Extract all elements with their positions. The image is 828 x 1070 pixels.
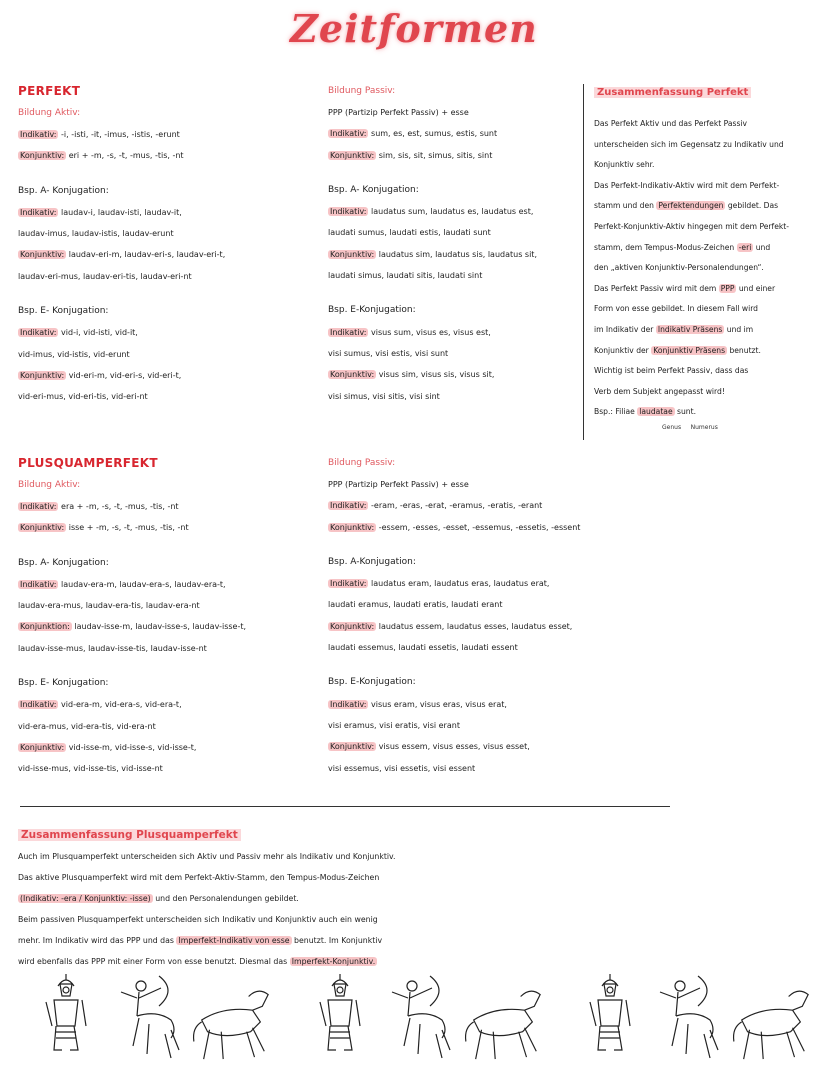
perfekt-passiv-a-ind-2: laudati sumus, laudati estis, laudati sunt bbox=[328, 228, 491, 238]
perfekt-ppp: PPP (Partizip Perfekt Passiv) + esse bbox=[328, 108, 469, 117]
plusquam-passiv-konj: Konjunktiv: -essem, -esses, -esset, -essemus, -essetis, -essent bbox=[330, 522, 581, 532]
plusquam-passiv-e-title: Bsp. E-Konjugation: bbox=[328, 677, 416, 688]
perfekt-passiv-e-ind-2: visi sumus, visi estis, visi sunt bbox=[328, 348, 449, 358]
summary-perfekt-example: Bsp.: Filiae laudatae sunt. bbox=[594, 407, 697, 417]
plusquam-passiv-a-title: Bsp. A-Konjugation: bbox=[328, 556, 416, 567]
horizontal-divider bbox=[20, 806, 670, 807]
summary-perfekt-title: Zusammenfassung Perfekt bbox=[594, 82, 826, 104]
perfekt-passiv-a-title: Bsp. A- Konjugation: bbox=[328, 184, 419, 195]
plusquam-passiv-a-konj-1: Konjunktiv: laudatus essem, laudatus esses, laudatus esset, bbox=[330, 621, 573, 631]
centaur-archer-figure bbox=[105, 972, 193, 1066]
perfekt-passiv-a-konj-1: Konjunktiv: laudatus sim, laudatus sis, laudatus sit, bbox=[330, 249, 537, 259]
plusquam-a-konj-1: Konjunktion: laudav-isse-m, laudav-isse-s, laudav-isse-t, bbox=[20, 622, 247, 632]
plusquam-e-ind-2: vid-era-mus, vid-era-tis, vid-era-nt bbox=[18, 721, 156, 731]
plusquam-a-title: Bsp. A- Konjugation: bbox=[18, 557, 109, 568]
perfekt-bildung-aktiv: Bildung Aktiv: bbox=[18, 108, 81, 118]
perfekt-heading: PERFEKT bbox=[18, 84, 81, 98]
perfekt-passiv-ind: Indikativ: sum, es, est, sumus, estis, sunt bbox=[330, 129, 498, 139]
plusquam-bildung-passiv: Bildung Passiv: bbox=[328, 458, 396, 468]
perfekt-passiv-a-ind-1: Indikativ: laudatus sum, laudatus es, laudatus est, bbox=[330, 207, 534, 217]
plusquam-passiv-e-ind-1: Indikativ: visus eram, visus eras, visus erat, bbox=[330, 699, 507, 709]
horse-figure bbox=[728, 972, 816, 1066]
plusquam-passiv-e-konj-1: Konjunktiv: visus essem, visus esses, visus esset, bbox=[330, 742, 530, 752]
plusquam-heading: PLUSQUAMPERFEKT bbox=[18, 456, 158, 470]
perfekt-e-title: Bsp. E- Konjugation: bbox=[18, 306, 109, 317]
plusquam-konj-endings: Konjunktiv: isse + -m, -s, -t, -mus, -tis, -nt bbox=[20, 523, 189, 533]
perfekt-a-ind-2: laudav-imus, laudav-istis, laudav-erunt bbox=[18, 229, 174, 239]
perfekt-passiv-e-konj-2: visi simus, visi sitis, visi sint bbox=[328, 391, 440, 401]
plusquam-a-ind-1: Indikativ: laudav-era-m, laudav-era-s, laudav-era-t, bbox=[20, 579, 226, 589]
perfekt-e-konj-1: Konjunktiv: vid-eri-m, vid-eri-s, vid-eri-t, bbox=[20, 370, 182, 380]
perfekt-passiv-e-konj-1: Konjunktiv: visus sim, visus sis, visus sit, bbox=[330, 370, 495, 380]
horse-figure bbox=[460, 972, 548, 1066]
centaur-archer-figure bbox=[376, 972, 464, 1066]
ind-label: Indikativ: bbox=[20, 130, 57, 139]
perfekt-a-ind-1: Indikativ: laudav-i, laudav-isti, laudav-it, bbox=[20, 207, 182, 217]
plusquam-passiv-a-ind-1: Indikativ: laudatus eram, laudatus eras, laudatus erat, bbox=[330, 579, 550, 589]
plusquam-a-konj-2: laudav-isse-mus, laudav-isse-tis, laudav-isse-nt bbox=[18, 643, 207, 653]
perfekt-aktiv-column bbox=[18, 80, 318, 408]
perfekt-passiv-e-ind-1: Indikativ: visus sum, visus es, visus est, bbox=[330, 327, 491, 337]
horse-figure bbox=[188, 972, 276, 1066]
plusquam-passiv-a-ind-2: laudati eramus, laudati eratis, laudati erant bbox=[328, 600, 503, 610]
summary-plusquam-title: Zusammenfassung Plusquamperfekt bbox=[18, 824, 818, 846]
perfekt-a-konj-1: Konjunktiv: laudav-eri-m, laudav-eri-s, laudav-eri-t, bbox=[20, 250, 226, 260]
centaur-archer-figure bbox=[644, 972, 732, 1066]
plusquam-passiv-ind: Indikativ: -eram, -eras, -erat, -eramus, -eratis, -erant bbox=[330, 501, 543, 511]
summary-plusquam: Zusammenfassung Plusquamperfekt Auch im Plusquamperfekt unterscheiden sich Aktiv und Passiv mehr als Indikativ und Konjunktiv. Das aktive Plusquamperfekt wird mit dem Perfekt-Aktiv-Stamm, den Tempus-Modus-Zeichen (Indikativ: -era / Konjunktiv: -isse) und den Personalendungen gebildet. Beim passiven Plusquamperfekt unterscheiden sich Indikativ und Konjunktiv auch ein wenig mehr. Im Indikativ wird das PPP und das Imperfekt-Indikativ von esse benutzt. Im Konjunktiv wird ebenfalls das PPP mit einer Form von esse benutzt. Diesmal das Imperfekt-Konjunktiv. bbox=[18, 824, 818, 972]
perfekt-a-title: Bsp. A- Konjugation: bbox=[18, 185, 109, 196]
perfekt-e-konj-2: vid-eri-mus, vid-eri-tis, vid-eri-nt bbox=[18, 392, 148, 402]
perfekt-passiv-e-title: Bsp. E-Konjugation: bbox=[328, 305, 416, 316]
page-title: Zeitformen bbox=[290, 6, 538, 51]
plusquam-aktiv-column bbox=[18, 452, 318, 780]
warrior-figure bbox=[296, 972, 384, 1066]
perfekt-ind-endings: Indikativ: -i, -isti, -it, -imus, -istis, -erunt bbox=[20, 130, 180, 139]
plusquam-ind-endings: Indikativ: era + -m, -s, -t, -mus, -tis, -nt bbox=[20, 502, 179, 511]
plusquam-e-konj-1: Konjunktiv: vid-isse-m, vid-isse-s, vid-isse-t, bbox=[20, 742, 197, 752]
konj-label: Konjunktiv: bbox=[20, 151, 65, 161]
perfekt-bildung-passiv: Bildung Passiv: bbox=[328, 86, 396, 96]
summary-perfekt: Zusammenfassung Perfekt Das Perfekt Aktiv und das Perfekt Passiv unterscheiden sich im Gegensatz zu Indikativ und Konjunktiv sehr. Das Perfekt-Indikativ-Aktiv wird mit dem Perfekt- stamm und den Perfektendungen gebildet. Das Perfekt-Konjunktiv-Aktiv hingegen mit dem Perfekt- stamm, dem Tempus-Modus-Zeichen -eri und den „aktiven Konjunktiv-Personalendungen“. Das Perfekt Passiv wird mit dem PPP und einer Form von esse gebildet. In diesem Fall wird im Indikativ der Indikativ Präsens und im Konjunktiv der Konjunktiv Präsens benutzt. Wichtig ist beim Perfekt Passiv, dass das Verb dem Subjekt angepasst wird! Bsp.: Filiae laudatae sunt. Genus Numerus bbox=[594, 82, 826, 433]
perfekt-passiv-konj: Konjunktiv: sim, sis, sit, simus, sitis, sint bbox=[330, 150, 493, 160]
perfekt-e-ind-2: vid-imus, vid-istis, vid-erunt bbox=[18, 349, 130, 359]
warrior-figure bbox=[22, 972, 110, 1066]
perfekt-e-ind-1: Indikativ: vid-i, vid-isti, vid-it, bbox=[20, 328, 138, 338]
plusquam-bildung-aktiv: Bildung Aktiv: bbox=[18, 480, 81, 490]
plusquam-e-title: Bsp. E- Konjugation: bbox=[18, 678, 109, 689]
plusquam-passiv-a-konj-2: laudati essemus, laudati essetis, laudati essent bbox=[328, 643, 518, 653]
plusquam-passiv-e-ind-2: visi eramus, visi eratis, visi erant bbox=[328, 720, 460, 730]
perfekt-a-konj-2: laudav-eri-mus, laudav-eri-tis, laudav-eri-nt bbox=[18, 271, 192, 281]
warrior-figure bbox=[566, 972, 654, 1066]
plusquam-e-ind-1: Indikativ: vid-era-m, vid-era-s, vid-era-t, bbox=[20, 700, 182, 710]
perfekt-passiv-column bbox=[328, 80, 580, 407]
plusquam-ppp: PPP (Partizip Perfekt Passiv) + esse bbox=[328, 480, 469, 489]
plusquam-e-konj-2: vid-isse-mus, vid-isse-tis, vid-isse-nt bbox=[18, 764, 163, 774]
plusquam-passiv-e-konj-2: visi essemus, visi essetis, visi essent bbox=[328, 763, 476, 773]
perfekt-passiv-a-konj-2: laudati simus, laudati sitis, laudati sint bbox=[328, 271, 483, 281]
plusquam-a-ind-2: laudav-era-mus, laudav-era-tis, laudav-era-nt bbox=[18, 601, 200, 611]
vertical-divider bbox=[583, 84, 584, 440]
perfekt-konj-endings: Konjunktiv: eri + -m, -s, -t, -mus, -tis, -nt bbox=[20, 151, 184, 161]
plusquam-passiv-column bbox=[328, 452, 668, 779]
